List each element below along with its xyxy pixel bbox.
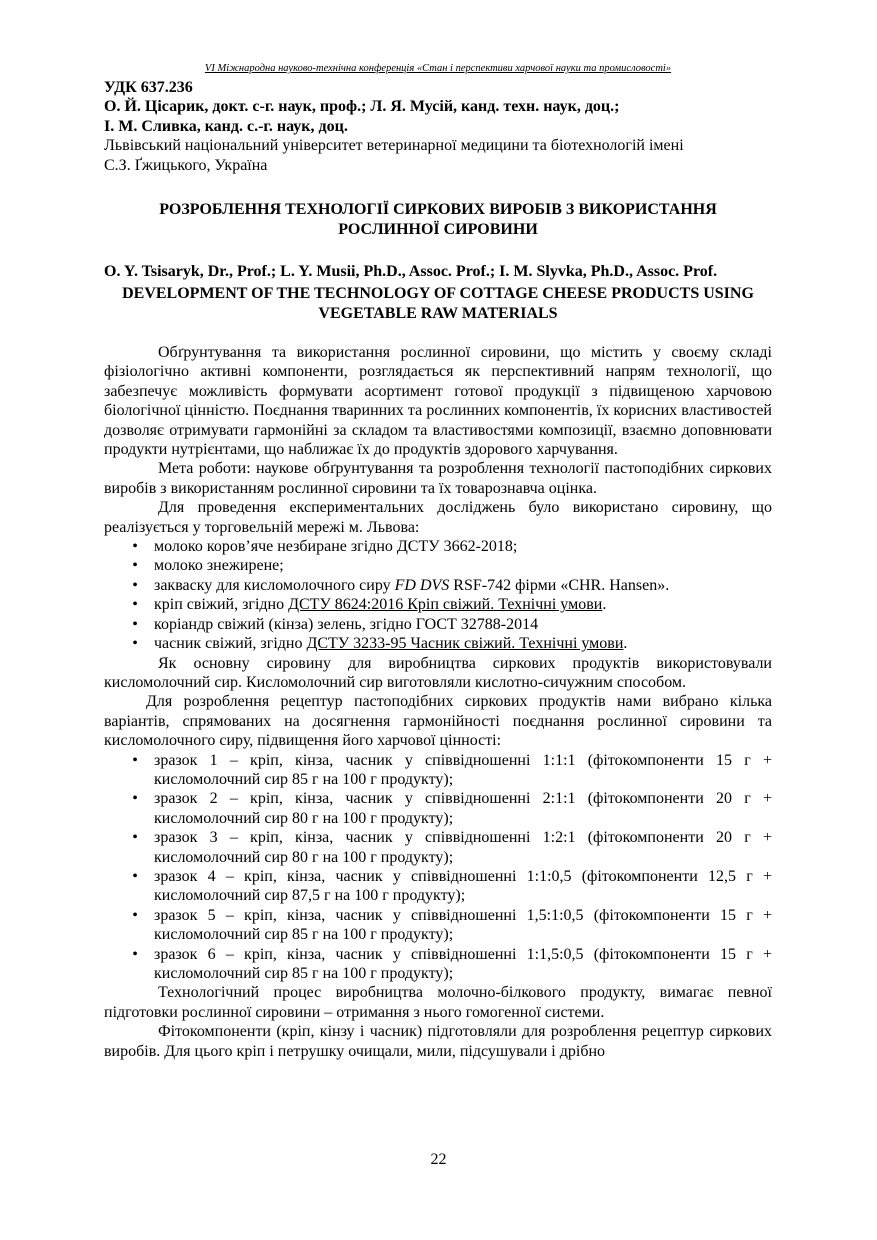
running-header: VI Міжнародна науково-технічна конференція «Стан і перспективи харчової науки та промисловості» xyxy=(204,63,672,74)
bullet-icon: • xyxy=(132,751,138,769)
bullet-icon: • xyxy=(132,596,138,614)
list-item xyxy=(104,634,772,653)
list-item-text: . xyxy=(602,596,607,614)
samples-list xyxy=(104,751,772,984)
list-item-text: зразок 4 – кріп, кінза, часник у співвідношенні 1:1:0,5 (фітокомпоненти 12,5 г + кисломолочний сир 87,5 г на 100 г продукту); xyxy=(154,867,772,905)
list-item xyxy=(104,906,772,945)
list-item xyxy=(104,867,772,906)
affiliation-line-1: Львівський національний університет ветеринарної медицини та біотехнологій імені xyxy=(104,137,684,154)
authors-en: O. Y. Tsisaryk, Dr., Prof.; L. Y. Musii, Ph.D., Assoc. Prof.; I. M. Slyvka, Ph.D., Assoc. Prof. xyxy=(104,263,718,280)
page-number: 22 xyxy=(430,1151,447,1168)
bullet-icon: • xyxy=(132,635,138,653)
list-item-text: коріандр свіжий (кінза) зелень, згідно ГОСТ 32788-2014 xyxy=(154,615,539,633)
list-item xyxy=(104,615,772,634)
paragraph-materials-intro: Для проведення експериментальних досліджень було використано сировину, що реалізується у торговельній мережі м. Львова: xyxy=(104,499,772,536)
list-item xyxy=(104,556,772,575)
bullet-icon: • xyxy=(132,576,138,594)
standard-link[interactable]: ДСТУ 3233-95 Часник свіжий. Технічні умови xyxy=(306,635,624,653)
list-item xyxy=(104,789,772,828)
bullet-icon: • xyxy=(132,615,138,633)
paragraph-base-material: Як основну сировину для виробництва сиркових продуктів використовували кисломолочний сир. Кисломолочний сир виготовляли кислотно-сичужним способом. xyxy=(104,654,772,691)
bullet-icon: • xyxy=(132,906,138,924)
bullet-icon: • xyxy=(132,867,138,885)
list-item-text: закваску для кисломолочного сиру xyxy=(154,576,395,594)
list-item-italic: FD DVS xyxy=(394,576,450,594)
affiliation-line-2: С.З. Ґжицького, Україна xyxy=(104,156,268,174)
paragraph-process: Технологічний процес виробництва молочно-білкового продукту, вимагає певної підготовки рослинної сировини – отримання з нього гомогенної системи. xyxy=(104,984,772,1021)
list-item-text: зразок 6 – кріп, кінза, часник у співвідношенні 1:1,5:0,5 (фітокомпоненти 15 г + кисломолочний сир 85 г на 100 г продукту); xyxy=(154,945,772,982)
bullet-icon: • xyxy=(132,790,138,808)
list-item-text: молоко знежирене; xyxy=(154,557,284,575)
list-item-text: часник свіжий, згідно xyxy=(154,635,307,653)
list-item-text: молоко коров’яче незбиране згідно ДСТУ 3662-2018; xyxy=(154,538,518,556)
list-item xyxy=(104,576,772,595)
title-en: DEVELOPMENT OF THE TECHNOLOGY OF COTTAGE CHEESE PRODUCTS USING VEGETABLE RAW MATERIALS xyxy=(122,285,754,322)
list-item xyxy=(104,537,772,556)
paragraph-recipes-intro: Для розроблення рецептур пастоподібних сиркових продуктів нами вибрано кілька варіантів, спрямованих на досягнення гармонійності поєднання рослинної сировини та кисломолочного сиру, підвищення його харчової цінності: xyxy=(104,693,772,750)
list-item-text: зразок 3 – кріп, кінза, часник у співвідношенні 1:2:1 (фітокомпоненти 20 г + кисломолочний сир 80 г на 100 г продукту); xyxy=(154,829,772,866)
standard-link[interactable]: ДСТУ 8624:2016 Кріп свіжий. Технічні умови xyxy=(288,596,603,614)
authors-ua-line-2: І. М. Сливка, канд. с.-г. наук, доц. xyxy=(104,117,348,135)
list-item-text: зразок 1 – кріп, кінза, часник у співвідношенні 1:1:1 (фітокомпоненти 15 г + кисломолочний сир 85 г на 100 г продукту); xyxy=(154,751,772,788)
list-item-text: зразок 2 – кріп, кінза, часник у співвідношенні 2:1:1 (фітокомпоненти 20 г + кисломолочний сир 80 г на 100 г продукту); xyxy=(154,790,772,827)
bullet-icon: • xyxy=(132,945,138,963)
bullet-icon: • xyxy=(132,538,138,556)
paper-page xyxy=(104,62,772,1061)
udk-code: УДК 637.236 xyxy=(104,79,193,96)
list-item xyxy=(104,945,772,984)
paragraph-aim: Мета роботи: наукове обґрунтування та розроблення технології пастоподібних сиркових виробів з використанням рослинної сировини та їх товарознавча оцінка. xyxy=(104,460,772,497)
raw-materials-list xyxy=(104,537,772,653)
authors-ua-line-1: О. Й. Цісарик, докт. с-г. наук, проф.; Л. Я. Мусій, канд. техн. наук, доц.; xyxy=(104,98,620,115)
list-item-text: RSF-742 фірми «CHR. Hansen». xyxy=(449,576,670,594)
bullet-icon: • xyxy=(132,829,138,847)
list-item xyxy=(104,828,772,867)
paragraph-phytocomponents: Фітокомпоненти (кріп, кінзу і часник) підготовляли для розроблення рецептур сиркових виробів. Для цього кріп і петрушку очищали, мили, підсушували і дрібно xyxy=(104,1023,772,1060)
title-ua: РОЗРОБЛЕННЯ ТЕХНОЛОГІЇ СИРКОВИХ ВИРОБІВ З ВИКОРИСТАННЯ РОСЛИННОЇ СИРОВИНИ xyxy=(159,201,717,238)
list-item xyxy=(104,595,772,614)
list-item-text: . xyxy=(623,635,628,653)
list-item xyxy=(104,751,772,790)
list-item-text: зразок 5 – кріп, кінза, часник у співвідношенні 1,5:1:0,5 (фітокомпоненти 15 г + кисломолочний сир 85 г на 100 г продукту); xyxy=(154,906,772,944)
bullet-icon: • xyxy=(132,557,138,575)
paragraph-intro: Обґрунтування та використання рослинної сировини, що містить у своєму складі фізіологічно активні компоненти, розглядається як перспективний напрям технології, що забезпечує можливість формувати асортимент готової продукції з підвищеною харчовою біологічної цінністю. Поєднання тваринних та рослинних компонентів, їх корисних властивостей дозволяє отримувати гармонійні за складом та властивостями композиції, взаємно доповнювати продукти нутрієнтами, що наближає їх до продуктів здорового харчування. xyxy=(104,344,772,459)
list-item-text: кріп свіжий, згідно xyxy=(154,596,289,614)
